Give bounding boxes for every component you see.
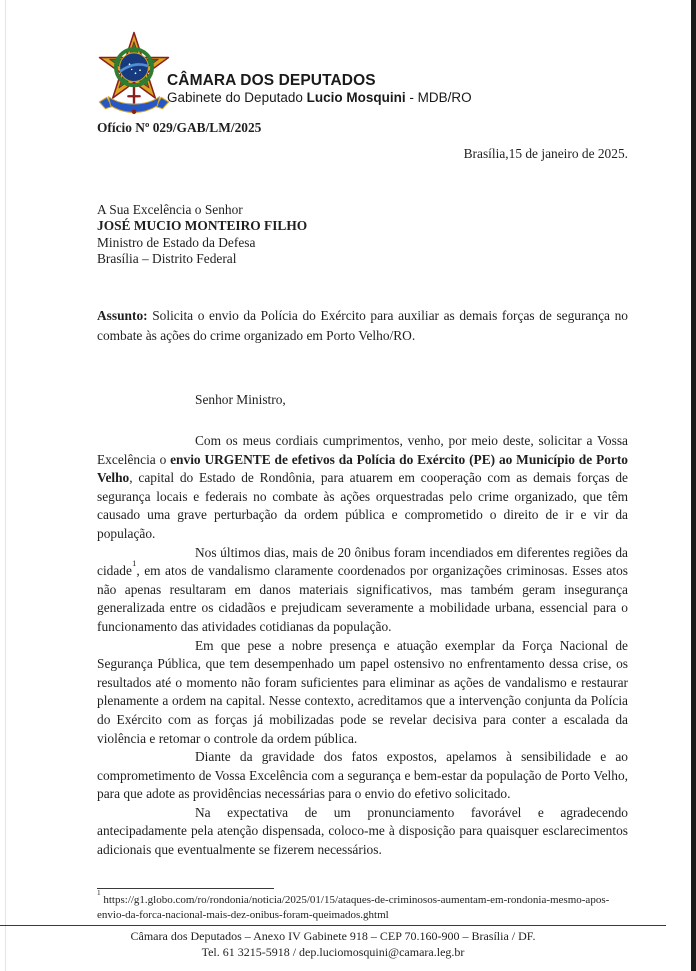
body-paragraph-5: Na expectativa de um pronunciamento favorável e agradecendo antecipadamente pela atenção dispensada, coloco-me à disposição para quaisquer esclarecimentos adicionais que eventualmente se fizerem necessários. [97, 804, 628, 858]
page-footer [0, 928, 666, 960]
date-line: Brasília,15 de janeiro de 2025. [463, 146, 628, 161]
footnote-separator [97, 888, 274, 889]
office-subtitle: Gabinete do Deputado Lucio Mosquini - MDB/RO [167, 90, 472, 105]
body-paragraph-1: Com os meus cordiais cumprimentos, venho, por meio deste, solicitar a Vossa Excelência o envio URGENTE de efetivos da Polícia do Exército (PE) ao Município de Porto Velho, capital do Estado de Rondônia, para atuarem em cooperação com as demais forças de segurança locais e federais no combate às ações orquestradas pelo crime organizado, que têm causado uma grave perturbação da ordem pública e comprometido o direito de ir e vir da população. [97, 433, 629, 541]
viewer-right-edge [691, 0, 696, 971]
brazil-coat-of-arms-icon [96, 31, 172, 117]
footer-separator [0, 925, 666, 926]
body-paragraph-4: Diante da gravidade dos fatos expostos, apelamos à sensibilidade e ao comprometimento de Vossa Excelência com a segurança e bem-estar da população de Porto Velho, para que adote as providências necessárias para o envio do efetivo solicitado. [97, 749, 628, 802]
footer-contact-line: Tel. 61 3215-5918 / dep.luciomosquini@camara.leg.br [201, 945, 465, 959]
body-paragraph-2: Nos últimos dias, mais de 20 ônibus foram incendiados em diferentes regiões da cidade$^1$, em atos de vandalismo claramente coordenados por organizações criminosas. Esses atos não apenas resultaram em danos materiais significativos, mas também geram insegurança generalizada entre os cidadãos e prejudicam severamente a mobilidade urbana, essencial para o funcionamento das atividades cotidianas da população. [97, 544, 628, 634]
addressee-salutation: A Sua Excelência o Senhor [97, 202, 243, 217]
footer-address-line: Câmara dos Deputados – Anexo IV Gabinete 918 – CEP 70.160-900 – Brasília / DF. [130, 929, 536, 943]
subject-line: Assunto: Solicita o envio da Polícia do Exército para auxiliar as demais forças de segurança no combate às ações do crime organizado em Porto Velho/RO. [97, 308, 628, 343]
body-paragraph-3: Em que pese a nobre presença e atuação exemplar da Força Nacional de Segurança Pública, que tem desempenhado um papel ostensivo no enfrentamento dessa crise, os resultados até o momento não foram suficientes para eliminar as ações de vandalismo e restaurar plenamente a ordem na capital. Nesse contexto, acreditamos que a intervenção conjunta da Polícia do Exército com as forças já mobilizadas pode se revelar decisiva para conter a escalada da violência e retomar o controle da ordem pública. [97, 637, 628, 746]
letter-body [97, 432, 628, 860]
addressee-block [97, 202, 307, 267]
addressee-name: JOSÉ MUCIO MONTEIRO FILHO [97, 218, 308, 234]
org-title: CÂMARA DOS DEPUTADOS [167, 72, 376, 89]
page-left-edge [5, 0, 6, 971]
footnote-text: $^1$ https://g1.globo.com/ro/rondonia/noticia/2025/01/15/ataques-de-criminosos-aumentam-em-rondonia-mesmo-apos-envio-da-forca-nacional-mais-dez-onibus-foram-queimados.ghtml [97, 889, 610, 921]
addressee-role: Ministro de Estado da Defesa [97, 234, 256, 250]
addressee-city: Brasília – Distrito Federal [97, 250, 237, 266]
greeting-line: Senhor Ministro, [195, 392, 286, 407]
oficio-reference-number: Ofício Nº 029/GAB/LM/2025 [97, 120, 262, 135]
